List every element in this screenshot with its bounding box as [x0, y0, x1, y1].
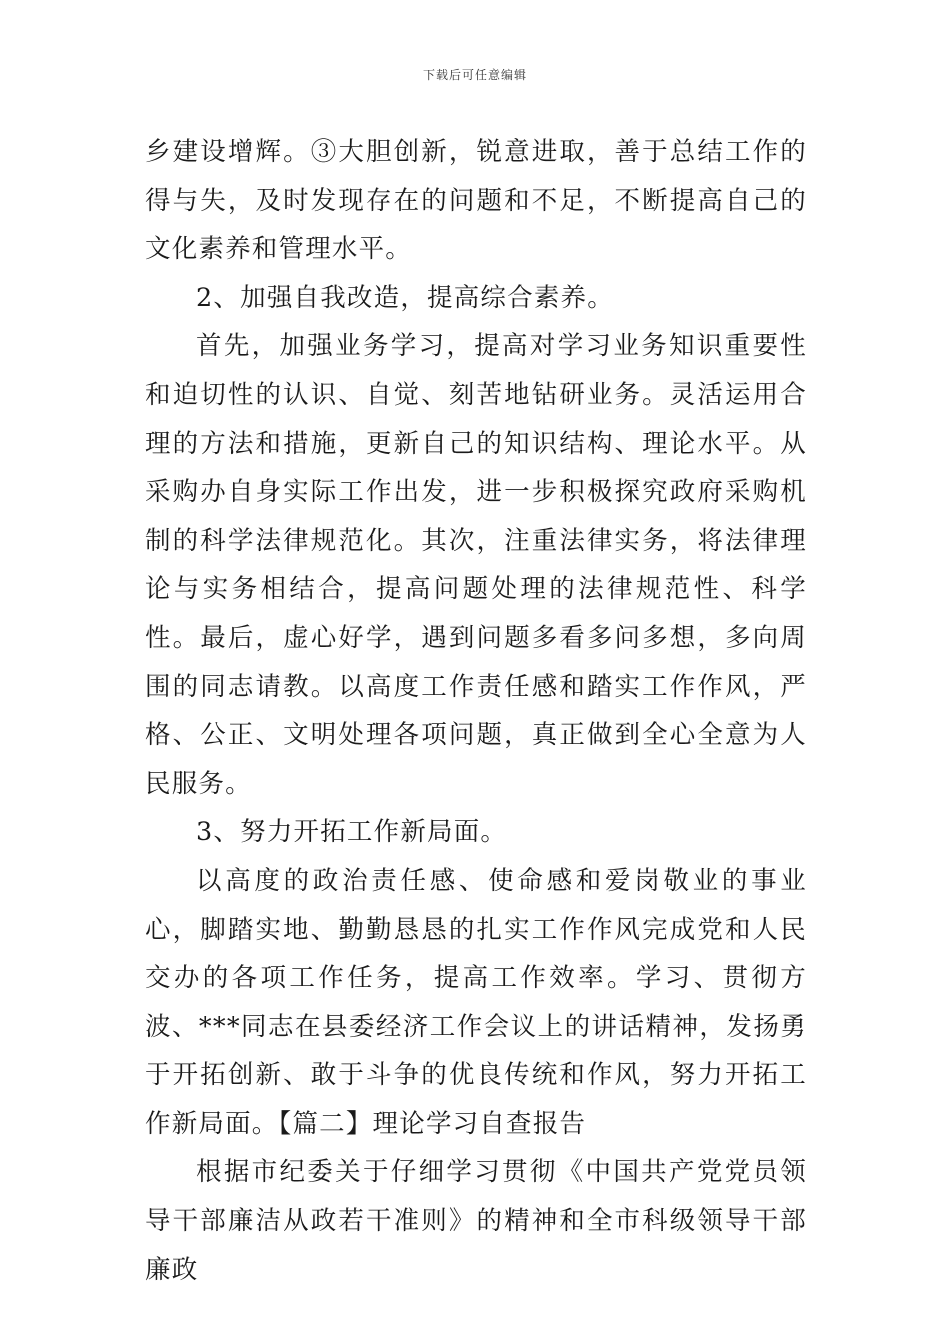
paragraph-3: 首先，加强业务学习，提高对学习业务知识重要性和迫切性的认识、自觉、刻苦地钻研业务。灵活运用合理的方法和措施，更新自己的知识结构、理论水平。从采购办自身实际工作出发，进一步积极探究政府采购机制的科学法律规范化。其次，注重法律实务，将法律理论与实务相结合，提高问题处理的法律规范性、科学性。最后，虚心好学，遇到问题多看多问多想，多向周围的同志请教。以高度工作责任感和踏实工作作风，严格、公正、文明处理各项问题，真正做到全心全意为人民服务。 — [145, 331, 807, 799]
paragraph-4-heading: 3、努力开拓工作新局面。 — [196, 817, 508, 848]
paragraph-6: 根据市纪委关于仔细学习贯彻《中国共产党党员领导干部廉洁从政若干准则》的精神和全市科级领导干部廉政 — [145, 1157, 807, 1285]
page-header: 下载后可任意编辑 — [422, 68, 527, 82]
document-body — [145, 128, 807, 1294]
paragraph-5: 以高度的政治责任感、使命感和爱岗敬业的事业心，脚踏实地、勤勤恳恳的扎实工作作风完成党和人民交办的各项工作任务，提高工作效率。学习、贯彻方波、***同志在县委经济工作会议上的讲话精神，发扬勇于开拓创新、敢于斗争的优良传统和作风，努力开拓工作新局面。【篇二】理论学习自查报告 — [145, 865, 807, 1139]
paragraph-1: 乡建设增辉。③大胆创新，锐意进取，善于总结工作的得与失，及时发现存在的问题和不足，不断提高自己的文化素养和管理水平。 — [145, 137, 807, 265]
paragraph-2-heading: 2、加强自我改造，提高综合素养。 — [196, 282, 614, 313]
